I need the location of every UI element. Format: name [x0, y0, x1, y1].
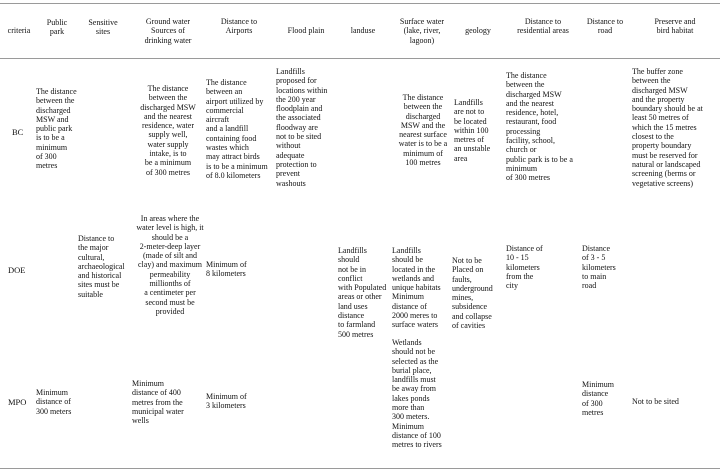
cell-mpo-surface-water: Wetlands should not be selected as the burial place, landfills must be away from lakes ponds more than 300 meters. Minimum distance of 100 metres to rivers: [392, 338, 442, 450]
cell-doe-residential: Distance of 10 - 15 kilometers from the city: [506, 244, 543, 291]
cell-mpo-preserve: Not to be sited: [632, 397, 679, 406]
header-distance-residential: Distance to residential areas: [517, 17, 569, 36]
cell-bc-residential: The distance between the discharged MSW and the nearest residence, hotel, restaurant, food processing facility, school, church or public park is to be a minimum of 300 metres: [506, 71, 573, 183]
cell-doe-ground-water: In areas where the water level is high, it should be a 2-meter-deep layer (made of silt and clay) and maximum permeability millionths of a centimeter per second must be provided: [136, 214, 204, 316]
cell-bc-public-park: The distance between the discharged MSW and public park is to be a minimum of 300 metres: [36, 87, 77, 171]
cell-bc-geology: Landfills are not to be located within 100 metres of an unstable area: [454, 98, 491, 163]
header-public-park: Public park: [46, 18, 68, 37]
cell-mpo-public-park: Minimum distance of 300 meters: [36, 388, 72, 416]
header-criteria: criteria: [7, 26, 31, 35]
cell-doe-surface-water: Landfills should be located in the wetlands and unique habitats Minimum distance of 2000 meres to surface waters: [392, 246, 441, 330]
header-bottom-rule: [0, 58, 720, 59]
header-ground-water: Ground water Sources of drinking water: [144, 17, 192, 45]
cell-bc-preserve: The buffer zone between the discharged MSW and the property boundary should be at least 50 metres of which the 15 metres closest to the property boundary must be reserved for natural or landscaped screening (berms or vegetative screens): [632, 67, 703, 188]
cell-doe-airports: Minimum of 8 kilometers: [206, 260, 247, 279]
cell-mpo-road: Minimum distance of 300 metres: [582, 380, 615, 417]
header-landuse: landuse: [350, 26, 376, 35]
cell-bc-flood-plain: Landfills proposed for locations within the 200 year floodplain and the associated floodway are not to be sited without adequate protection to prevent washouts: [276, 67, 328, 188]
cell-doe-landuse: Landfills should not be in conflict with Populated areas or other land uses distance to farmland 500 metres: [338, 246, 387, 339]
header-preserve-bird: Preserve and bird habitat: [654, 17, 696, 36]
header-flood-plain: Flood plain: [287, 26, 325, 35]
cell-doe-road: Distance of 3 - 5 kilometers to main road: [582, 244, 616, 291]
header-distance-road: Distance to road: [586, 17, 624, 36]
cell-mpo-airports: Minimum of 3 kilometers: [206, 392, 247, 411]
cell-doe-sensitive: Distance to the major cultural, archaeological and historical sites must be suitable: [78, 234, 125, 299]
cell-bc-airports: The distance between an airport utilized by commercial aircraft and a landfill containing food wastes which may attract birds is to be a minimum of 8.0 kilometers: [206, 78, 268, 180]
row-label-mpo: MPO: [8, 397, 27, 407]
cell-bc-ground-water: The distance between the discharged MSW and the nearest residence, water supply well, water supply intake, is to be a minimum of 300 metres: [140, 84, 196, 177]
header-distance-airports: Distance to Airports: [220, 17, 258, 36]
cell-mpo-ground-water: Minimum distance of 400 metres from the municipal water wells: [132, 379, 184, 426]
table-top-rule: [0, 3, 720, 4]
cell-bc-surface-water: The distance between the discharged MSW and the nearest surface water is to be a minimum of 100 metres: [398, 93, 448, 168]
header-sensitive-sites: Sensitive sites: [88, 18, 118, 37]
header-surface-water: Surface water (lake, river, lagoon): [399, 17, 445, 45]
header-geology: geology: [465, 26, 491, 35]
row-label-doe: DOE: [8, 265, 26, 275]
row-label-bc: BC: [12, 127, 24, 137]
table-bottom-rule: [0, 468, 720, 469]
cell-doe-geology: Not to be Placed on faults, underground mines, subsidence and collapse of cavities: [452, 256, 493, 331]
